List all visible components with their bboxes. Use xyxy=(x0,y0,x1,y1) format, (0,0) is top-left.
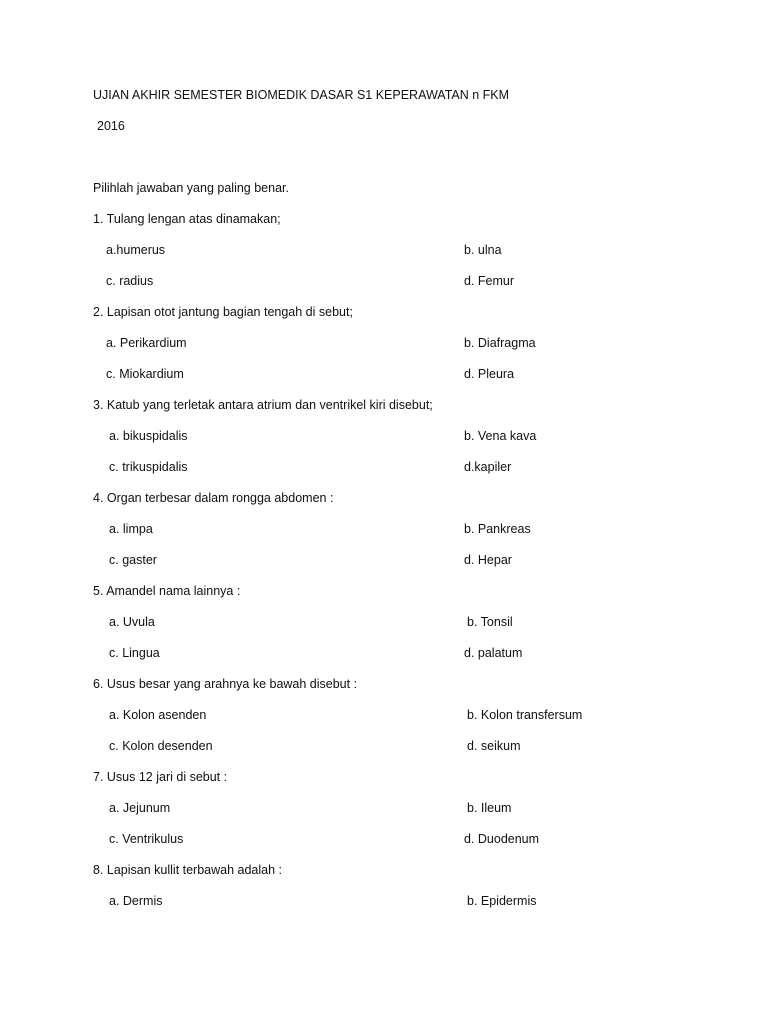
question-1: 1. Tulang lengan atas dinamakan; xyxy=(93,212,281,226)
question-2-option-c: c. Miokardium xyxy=(106,367,184,381)
question-6: 6. Usus besar yang arahnya ke bawah disebut : xyxy=(93,677,358,691)
question-5-option-a: a. Uvula xyxy=(109,615,155,629)
question-6-option-d: d. seikum xyxy=(467,739,521,753)
exam-year: 2016 xyxy=(97,119,125,133)
question-1-option-c: c. radius xyxy=(106,274,154,288)
question-6-option-a: a. Kolon asenden xyxy=(109,708,207,722)
question-3-option-b: b. Vena kava xyxy=(464,429,537,443)
question-8-option-b: b. Epidermis xyxy=(467,894,537,908)
question-4: 4. Organ terbesar dalam rongga abdomen : xyxy=(93,491,334,505)
question-7: 7. Usus 12 jari di sebut : xyxy=(93,770,228,784)
question-6-option-b: b. Kolon transfersum xyxy=(467,708,583,722)
question-5-option-c: c. Lingua xyxy=(109,646,160,660)
question-3-option-a: a. bikuspidalis xyxy=(109,429,188,443)
question-5-option-b: b. Tonsil xyxy=(467,615,513,629)
question-3-option-d: d.kapiler xyxy=(464,460,512,474)
question-2-option-a: a. Perikardium xyxy=(106,336,187,350)
question-1-option-b: b. ulna xyxy=(464,243,502,257)
question-1-option-d: d. Femur xyxy=(464,274,515,288)
question-7-option-d: d. Duodenum xyxy=(464,832,540,846)
question-4-option-c: c. gaster xyxy=(109,553,157,567)
question-4-option-b: b. Pankreas xyxy=(464,522,531,536)
question-4-option-a: a. limpa xyxy=(109,522,153,536)
question-7-option-c: c. Ventrikulus xyxy=(109,832,184,846)
question-2-option-d: d. Pleura xyxy=(464,367,515,381)
question-3: 3. Katub yang terletak antara atrium dan ventrikel kiri disebut; xyxy=(93,398,433,412)
question-5-option-d: d. palatum xyxy=(464,646,523,660)
question-8: 8. Lapisan kullit terbawah adalah : xyxy=(93,863,283,877)
exam-title: UJIAN AKHIR SEMESTER BIOMEDIK DASAR S1 KEPERAWATAN n FKM xyxy=(93,88,510,102)
question-7-option-a: a. Jejunum xyxy=(109,801,171,815)
question-2-option-b: b. Diafragma xyxy=(464,336,536,350)
instruction-text: Pilihlah jawaban yang paling benar. xyxy=(93,181,289,195)
question-8-option-a: a. Dermis xyxy=(109,894,163,908)
question-7-option-b: b. Ileum xyxy=(467,801,512,815)
question-1-option-a: a.humerus xyxy=(106,243,166,257)
question-4-option-d: d. Hepar xyxy=(464,553,512,567)
question-2: 2. Lapisan otot jantung bagian tengah di sebut; xyxy=(93,305,353,319)
question-5: 5. Amandel nama lainnya : xyxy=(93,584,241,598)
question-3-option-c: c. trikuspidalis xyxy=(109,460,188,474)
question-6-option-c: c. Kolon desenden xyxy=(109,739,213,753)
